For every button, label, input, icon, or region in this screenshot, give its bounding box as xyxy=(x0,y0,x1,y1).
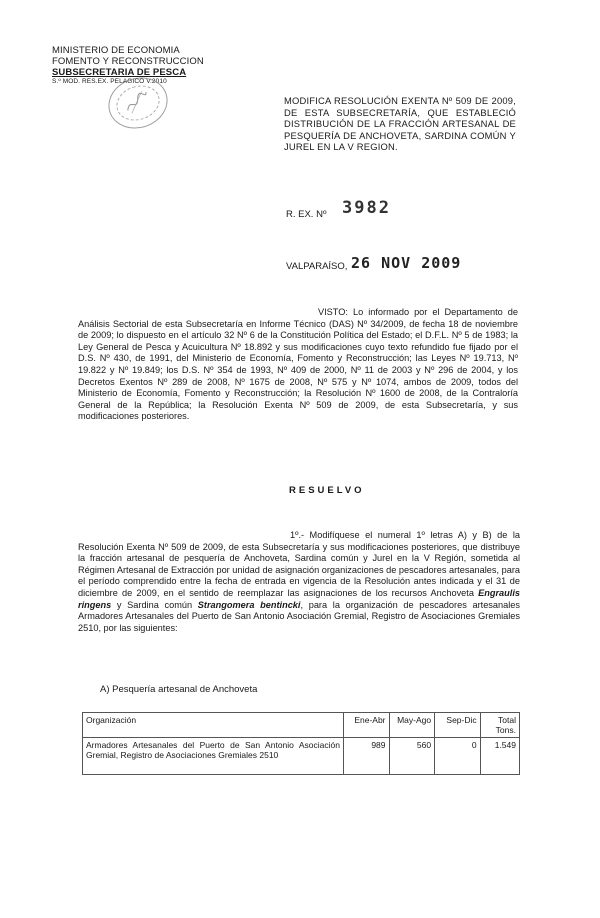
section-a-heading: A) Pesquería artesanal de Anchoveta xyxy=(100,684,258,695)
cell-may-ago: 560 xyxy=(389,738,435,775)
cell-organization: Armadores Artesanales del Puerto de San Antonio Asociación Gremial, Registro de Asociaciones Gremiales 2510 xyxy=(83,738,344,775)
header-organizacion: Organización xyxy=(83,713,344,738)
article-text-part-3: , para la organización de pescadores artesanales Armadores Artesanales del Puerto de San Antonio Asociación Gremial, Registro de Asociaciones Gremiales 2510, por las siguientes: xyxy=(78,599,520,633)
date-stamp: 26 NOV 2009 xyxy=(351,254,462,272)
ministry-line-1: MINISTERIO DE ECONOMIA xyxy=(52,45,180,56)
cell-sep-dic: 0 xyxy=(435,738,481,775)
article-1-text xyxy=(78,530,520,634)
species-anchoveta: Engraulis ringens xyxy=(78,587,520,610)
resuelvo-heading: RESUELVO xyxy=(289,485,365,496)
header-total: Total Tons. xyxy=(480,713,519,738)
reference-small-line: S.º MOD. RES.EX. PELAGICO V.2010 xyxy=(52,78,167,85)
article-text-part-1: 1º.- Modifíquese el numeral 1º letras A) y B) de la Resolución Exenta Nº 509 de 2009, de esta Subsecretaría y sus modificaciones posteriores, que distribuye la fracción artesanal de pesquería de Anchoveta, Sardina común y Jurel en la V Región, sometida al Régimen Artesanal de Extracción por unidad de asignación organizaciones de pescadores artesanales, para el período comprendido entre la fecha de entrada en vigencia de la Resolución antes indicada y el 31 de diciembre de 2009, en el sentido de reemplazar las asignaciones de los recursos Anchoveta xyxy=(78,530,520,598)
header-ene-abr: Ene-Abr xyxy=(343,713,389,738)
article-text-part-2: y Sardina común xyxy=(116,599,193,610)
quota-table xyxy=(82,712,520,775)
species-sardina: Strangomera bentincki xyxy=(197,599,301,610)
ministry-line-2: FOMENTO Y RECONSTRUCCION xyxy=(52,56,204,67)
visto-text: VISTO: Lo informado por el Departamento de Análisis Sectorial de esta Subsecretaría en Informe Técnico (DAS) Nº 34/2009, de fecha 18 de noviembre de 2009; lo dispuesto en el artículo 32 Nº 6 de la Constitución Política del Estado; el D.F.L. Nº 5 de 1983; la Ley General de Pesca y Acuicultura Nº 18.892 y sus modificaciones cuyo texto refundido fue fijado por el D.S. Nº 430, de 1991, del Ministerio de Economía, Fomento y Reconstrucción; las Leyes Nº 19.713, Nº 19.822 y Nº 19.849; los D.S. Nº 354 de 1993, Nº 409 de 2000, Nº 11 de 2003 y Nº 296 de 2004, y los Decretos Exentos Nº 289 de 2008, Nº 1675 de 2008, Nº 575 y Nº 1074, ambos de 2009, todos del Ministerio de Economía, Fomento y Reconstrucción; la Resolución Nº 1600 de 2008, de la Contraloría General de la República; la Resolución Exenta Nº 509 de 2009, de esta Subsecretaría, y sus modificaciones posteriores. xyxy=(78,307,518,422)
resolution-number: 3982 xyxy=(342,198,391,218)
resolution-label: R. EX. Nº xyxy=(286,209,327,220)
resolution-title: MODIFICA RESOLUCIÓN EXENTA Nº 509 DE 2009, DE ESTA SUBSECRETARÍA, QUE ESTABLECIÓ DISTRIBUCIÓN DE LA FRACCIÓN ARTESANAL DE PESQUERÍA DE ANCHOVETA, SARDINA COMÚN Y JUREL EN LA V REGION. xyxy=(284,95,516,152)
place-label: VALPARAÍSO, xyxy=(286,261,348,272)
visto-paragraph xyxy=(78,307,518,423)
article-1-paragraph xyxy=(78,530,520,634)
cell-total: 1.549 xyxy=(480,738,519,775)
cell-ene-abr: 989 xyxy=(343,738,389,775)
table-header-row xyxy=(83,713,520,738)
header-sep-dic: Sep-Dic xyxy=(435,713,481,738)
table-row xyxy=(83,738,520,775)
subsecretaria-line: SUBSECRETARIA DE PESCA xyxy=(52,67,187,78)
header-may-ago: May-Ago xyxy=(389,713,435,738)
